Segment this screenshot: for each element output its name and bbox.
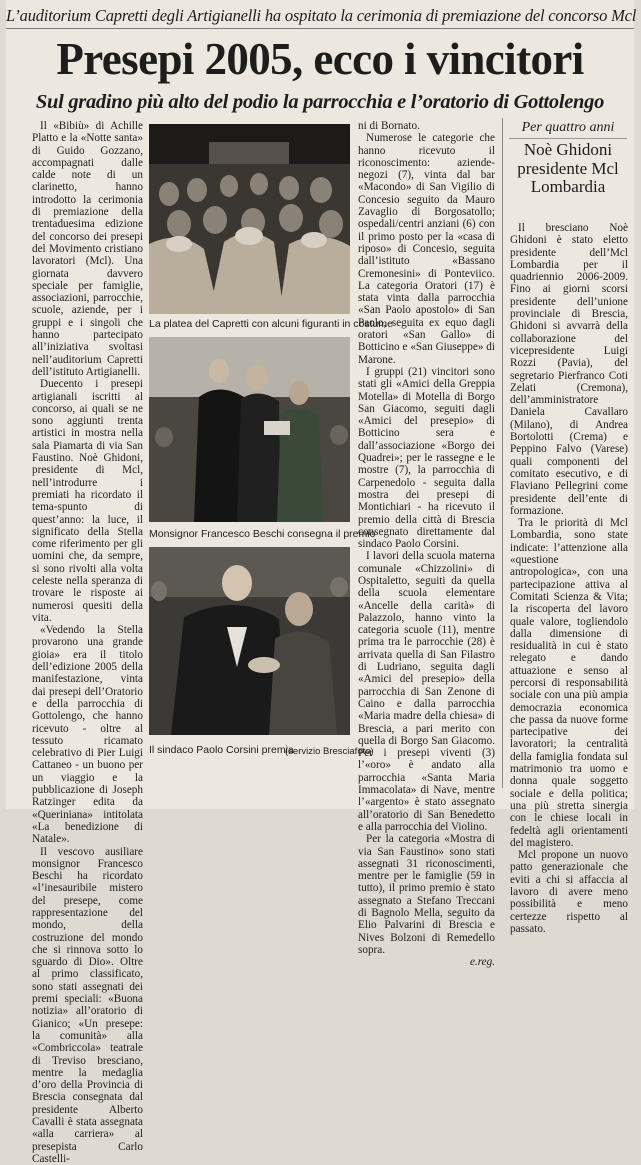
- photo-credit: (servizio Bresciafoto): [285, 746, 374, 757]
- photo-bishop-prize: [149, 337, 350, 522]
- photo-caption: Monsignor Francesco Beschi consegna il premio: [149, 528, 376, 540]
- sidebar-kicker: Per quattro anni: [509, 120, 627, 139]
- paragraph: I lavori della scuola materna comunale «Chizzolini» di Ospitaletto, seguiti da quella della scuola elementare «Ancelle della carità» di Palazzolo, hanno vinto la categoria scuole (11), mentre prima tra le parrocchie (28) è arrivata quella di San Filastro di Ludriano, seguita dagli «Amici del presepio» della parrocchia di San Zenone di Caino e dalla parrocchia «Maria madre della chiesa» di Brescia, a pari merito con quella di Borgo San Giacomo. Per i presepi viventi (3) l’«oro» è andato alla parrocchia «Santa Maria Immacolata» di Nave, mentre l’«argento» è stato assegnato all’oratorio di San Benedetto e alla parrocchia del Violino.: [358, 550, 495, 833]
- photo-caption: La platea del Capretti con alcuni figuranti in costume: [149, 318, 393, 330]
- article-subheadline: Sul gradino più alto del podio la parrocchia e l’oratorio di Gottolengo: [35, 91, 605, 113]
- sidebar-header: [503, 120, 633, 197]
- paragraph: Tra le priorità di Mcl Lombardia, sono state indicate: l’attenzione alla «questione antropologica», con una partecipazione attiva al Comitati Scienza & Vita; la riscoperta del lavoro quale valore, togliendolo dalla dimensione di residualità in cui è stato relegato e dando attuazione e senso al percorsi di responsabilità sociale con una più ampia democrazia economica che passa da nuove forme partecipative dei lavoratori; la centralità della famiglia fondata sul matrimonio tra uomo e donna quale soggetto sociale e della politica; una più stretta sinergia con le chiese locali in fedeltà agli orientamenti del magistero.: [510, 517, 628, 849]
- photo-caption: Il sindaco Paolo Corsini premia: [149, 744, 294, 756]
- paragraph: ni di Bornato.: [358, 120, 420, 132]
- sidebar-title: Noè Ghidoni presidente Mcl Lombardia: [517, 140, 619, 196]
- paragraph: Mcl propone un nuovo patto generazionale che eviti a chi si affaccia al lavoro di avere meno possibilità e meno certezze rispetto al passato.: [510, 849, 628, 935]
- article-column-3: [358, 120, 495, 969]
- paragraph: Il bresciano Noè Ghidoni è stato eletto presidente dell’Mcl Lombardia per il quadriennio 2006-2009. Fino ai giorni scorsi presidente dell’unione provinciale di Brescia, Ghidoni si avvarrà della collaborazione del vicepresidente Luigi Rozzi (Pavia), del segretario Pierfranco Coti Zelati (Cremona), dell’amministratore Daniela Cavallaro (Milano), di Andrea Bortolotti (Crema) e Peppino Falvo (Varese) quali componenti del comitato esecutivo, e di Flaviano Pellegrini come presidente dell’ente di formazione.: [510, 222, 628, 517]
- article-kicker: L’auditorium Capretti degli Artigianelli ha ospitato la cerimonia di premiazione del concorso Mcl: [6, 4, 634, 29]
- paragraph: Il vescovo ausiliare monsignor Francesco Beschi ha ricordato «l’inesauribile mistero del presepe, come rappresentazione del mondo, della costruzione del mondo che si rinnova sotto lo sguardo di Dio». Oltre al primo classificato, sono stati assegnati dei premi speciali: «Buona notizia» all’oratorio di Gianico; «Un presepe: la comunità» alla «Combriccola» teatrale di Treviso bresciano, mentre la medaglia d’oro della Provincia di Brescia consegnata dal presidente Alberto Cavalli è stata assegnata «alla carriera» al presepista Carlo Castelli-: [32, 845, 143, 1165]
- newspaper-page: [6, 0, 637, 1165]
- paragraph: Il «Bibiù» di Achille Platto e la «Notte santa» di Guido Gozzano, accompagnati dalle calde note di un clarinetto, hanno introdotto la cerimonia di premiazione della trentaduesima edizione del concorso dei presepi del Movimento cristiano lavoratori (Mcl). Una giornata davvero speciale per famiglie, associazioni, parrocchie, scuole, aziende, per i gruppi e i singoli che hanno partecipato all’iniziativa svoltasi nell’auditorium Capretti dell’istituto Artigianelli.: [32, 120, 143, 378]
- paragraph: «Vedendo la Stella provarono una grande gioia» era il titolo dell’edizione 2005 della manifestazione, vinta dai presepi dell’Oratorio e della parrocchia di Gottolengo, che hanno ricevuto - oltre al tessuto ricamato celebrativo di Pier Luigi Cattaneo - un buono per un viaggio e la pubblicazione di Joseph Ratzinger edita da «Queriniana» intitolata «La benedizione di Natale».: [32, 624, 143, 846]
- sidebar-body: [510, 222, 628, 935]
- author-signature: e.reg.: [469, 956, 495, 969]
- photo-audience: [149, 124, 350, 314]
- photo-mayor-prize: [149, 547, 350, 735]
- article-column-1: [32, 120, 143, 1165]
- paragraph: Numerose le categorie che hanno ricevuto il riconoscimento: aziende-negozi (7), vinta dal bar «Macondo» di San Vigilio di Concesio seguito da Mauro Zavaglio di Borgosatollo; ospedali/centri anziani (6) con il primo posto per la «casa di riposo» di Concesio, seguita dall’istituto «Bassano Cremonesini» di Ponteviico. La categoria Oratori (17) è stata vinta dalla parrocchia «San Paolo apostolo» di San Paolo, seguita ex equo dagli oratori «San Gallo» di Botticino e «San Giuseppe» di Marone.: [358, 132, 495, 366]
- paragraph: Duecento i presepi artigianali iscritti al concorso, ai quali se ne sono aggiunti trenta artistici in mostra nella sala Piamarta di via San Faustino. Noè Ghidoni, presidente di Mcl, nell’introdurre i premiati ha ricordato il tema-spunto di quest’anno: la luce, il significato della Stella come riferimento per gli uomini che, da sempre, si sono rivolti alla volta celeste nella speranza di trovare le risposte ai numerosi quesiti della vita.: [32, 378, 143, 624]
- article-headline: Presepi 2005, ecco i vincitori: [56, 34, 584, 84]
- column-divider: [502, 118, 503, 788]
- paragraph: I gruppi (21) vincitori sono stati gli «Amici della Greppia Motella» di Motella di Borgo San Giacomo, seguiti dagli «Amici del presepio» di Botticino sera e dall’associazione «Borgo dei Quadrei»; per le rassegne e le mostre (7), la parrocchia di Carpenedolo - seguita dalla mostra dei presepi di Montichiari - ha ricevuto il premio della città di Brescia consegnato direttamente dal sindaco Paolo Corsini.: [358, 365, 495, 551]
- paragraph: Per la categoria «Mostra di via San Faustino» sono stati assegnati 31 riconoscimenti, mentre per le famiglie (59 in tutto), il primo premio è stato assegnato a Stefano Treccani di Bagnolo Mella, seguito da Elio Palvarini di Brescia e Nives Bolzoni di Remedello sopra.: [358, 833, 495, 956]
